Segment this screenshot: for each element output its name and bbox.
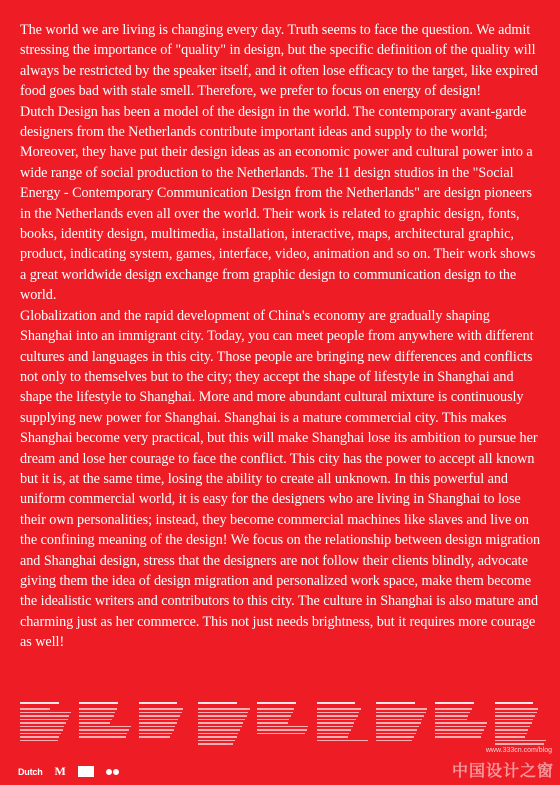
watermark: 中国设计之窗 <box>451 761 554 780</box>
credits-heading-line <box>257 702 296 704</box>
credits-line <box>495 740 546 742</box>
credits-heading-line <box>79 702 118 704</box>
credits-line <box>20 715 69 717</box>
credits-line <box>20 712 71 714</box>
credits-line <box>317 726 353 728</box>
credits-line <box>376 729 417 731</box>
credits-line <box>20 708 50 710</box>
credits-column <box>139 702 194 758</box>
credits-heading-line <box>495 702 534 704</box>
credits-line <box>495 726 530 728</box>
credits-heading-line <box>198 702 237 704</box>
credits-line <box>139 736 171 738</box>
credits-line <box>435 733 482 735</box>
credits-line <box>198 719 245 721</box>
credits-line <box>376 708 427 710</box>
credits-line <box>79 708 117 710</box>
credits-line <box>257 726 308 728</box>
credits-line <box>20 726 64 728</box>
credits-line <box>139 712 182 714</box>
credits-line <box>257 729 306 731</box>
credits-line <box>495 733 527 735</box>
credits-line <box>495 715 535 717</box>
credits-line <box>435 722 487 724</box>
credits-column <box>317 702 372 758</box>
credits-line <box>139 715 180 717</box>
credits-line <box>435 719 467 721</box>
credits-heading-line <box>376 702 415 704</box>
credits-line <box>139 729 174 731</box>
credits-line <box>376 733 416 735</box>
credits-line <box>139 726 176 728</box>
credits-line <box>79 719 112 721</box>
credits-line <box>257 708 294 710</box>
credits-line <box>20 740 58 742</box>
credits-line <box>139 722 177 724</box>
paragraph-shanghai: Globalization and the rapid development of China's economy are gradually shaping Shanghai into an immigrant city. Today, you can meet people from anywhere with different cultures and languages in this city. Those people are bringing new differences and conflicts not only to themselves but to the city; they accept the shape of lifestyle in Shanghai and shape the lifestyle to Shanghai. More and more abundant cultural mixture is continuously supplying new power for Shanghai. Shanghai is a mature commercial city. This makes Shanghai become very practical, but this will make Shanghai lose its ambition to pursue her dream and lose her courage to face the conflict. This city has the power to accept all known but it is, at the same time, losing the ability to create all unknown. In this powerful and uniform commercial world, it is easy for the designers who are living in Shanghai to lose their own personalities; instead, they become commercial machines like slaves and live on the confining meaning of the design! We focus on the relationship between design migration and Shanghai design, stress that the designers are not follow their clients blindly, advocate giving them the idea of design migration and personalized work space, make them become the idealistic writers and contributors to this city. The culture in Shanghai is also mature and charming just as her commerce. This not just needs brightness, but it requires more courage as well! <box>20 307 541 651</box>
credits-line <box>20 736 59 738</box>
credits-line <box>257 715 291 717</box>
credits-line <box>79 726 130 728</box>
credits-line <box>198 736 237 738</box>
website-url: www.333cn.com/blog <box>485 747 552 754</box>
credits-heading-line <box>317 702 356 704</box>
credits-line <box>376 726 419 728</box>
credits-line <box>495 729 529 731</box>
credits-line <box>495 736 525 738</box>
credits-column <box>79 702 134 758</box>
credits-line <box>495 743 544 745</box>
credits-line <box>317 729 351 731</box>
paragraph-dutch-design: Dutch Design has been a model of the design in the world. The contemporary avant-garde designers from the Netherlands contribute important ideas and supply to the world; Moreover, they have put their design ideas as an economic power and cultural power into a wide range of social production to the Netherlands. The 11 design studios in the "Social Energy - Contemporary Communication Design from the Netherlands" are design pioneers in the Netherlands even all over the world. Their work is related to graphic design, fonts, books, identity design, multimedia, installation, interactive, maps, architectural graphic, product, indicating system, games, interface, video, animation and so on. Their work shows a great worldwide design exchange from graphic design to communication design to the world. <box>20 103 536 304</box>
credits-line <box>495 712 537 714</box>
credits-line <box>435 712 470 714</box>
credits-line <box>317 719 356 721</box>
credits-line <box>495 722 532 724</box>
credits-line <box>376 740 413 742</box>
credits-line <box>376 712 426 714</box>
credits-line <box>139 719 179 721</box>
credits-line <box>79 712 115 714</box>
credits-line <box>435 736 480 738</box>
credits-line <box>317 708 361 710</box>
credits-line <box>317 733 350 735</box>
credits-line <box>79 736 125 738</box>
credits-line <box>435 708 472 710</box>
credits-line <box>198 708 250 710</box>
credits-line <box>139 733 172 735</box>
credits-line <box>198 743 233 745</box>
paragraph-intro: The world we are living is changing every day. Truth seems to face the question. We admit stressing the importance of "quality" in design, but the specific definition of the quality will always be restricted by the speaker itself, and it often lose efficacy to the target, like expired food goes bad with stale smell. Therefore, we prefer to focus on energy of design! <box>20 22 538 100</box>
credits-line <box>20 733 61 735</box>
credits-line <box>79 715 113 717</box>
credits-line <box>376 736 414 738</box>
dutch-logo: Dutch <box>18 766 43 777</box>
credits-heading-line <box>435 702 474 704</box>
credits-line <box>257 712 292 714</box>
credits-line <box>376 719 422 721</box>
credits-line <box>198 715 247 717</box>
box-logo-icon <box>78 766 94 777</box>
credits-line <box>257 722 287 724</box>
credits-line <box>435 729 484 731</box>
credits-line <box>317 722 355 724</box>
credits-line <box>198 722 243 724</box>
m-logo: M <box>54 764 66 778</box>
credits-line <box>79 733 127 735</box>
credits-line <box>317 736 348 738</box>
credits-line <box>198 726 242 728</box>
credits-line <box>198 729 240 731</box>
credits-line <box>20 722 66 724</box>
credits-line <box>495 719 534 721</box>
credits-line <box>376 715 424 717</box>
credits-line <box>317 715 358 717</box>
credits-line <box>317 740 368 742</box>
credits-heading-line <box>139 702 178 704</box>
body-text <box>20 20 544 653</box>
sponsor-logos <box>18 764 157 779</box>
credits-line <box>20 719 68 721</box>
credits-line <box>79 729 129 731</box>
credits-line <box>139 708 184 710</box>
credits-heading-line <box>20 702 59 704</box>
credits-line <box>435 726 485 728</box>
credits-line <box>317 712 360 714</box>
credits-line <box>198 712 248 714</box>
credits-line <box>495 708 539 710</box>
credits-column <box>20 702 75 758</box>
credits-line <box>79 722 110 724</box>
credits-line <box>257 719 289 721</box>
credits-column <box>435 702 490 758</box>
credits-line <box>198 740 235 742</box>
credits-line <box>435 715 468 717</box>
credits-line <box>257 733 305 735</box>
credits-line <box>198 733 238 735</box>
footer-credits <box>20 702 550 758</box>
credits-line <box>376 722 421 724</box>
pair-logo-icon <box>106 769 119 775</box>
credits-line <box>20 729 63 731</box>
credits-column <box>376 702 431 758</box>
credits-column <box>257 702 312 758</box>
credits-column <box>198 702 253 758</box>
